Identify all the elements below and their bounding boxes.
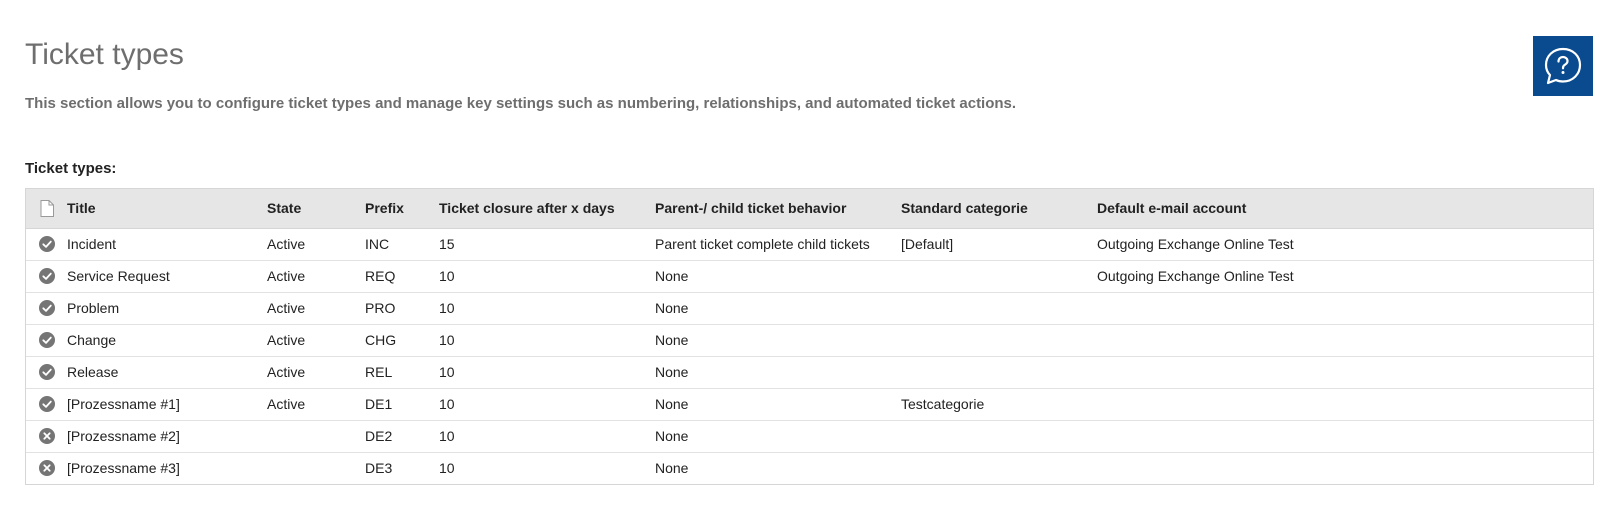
cell-title[interactable]: Release — [67, 364, 119, 380]
cell-parent-child: None — [655, 268, 689, 284]
check-circle-icon — [39, 332, 55, 348]
help-chat-icon — [1543, 46, 1583, 86]
cell-title[interactable]: Service Request — [67, 268, 170, 284]
check-circle-icon — [39, 396, 55, 412]
page-title: Ticket types — [25, 38, 184, 71]
cell-closure: 10 — [439, 332, 455, 348]
cell-email — [1097, 356, 1593, 388]
table-row[interactable] — [26, 324, 1593, 356]
x-circle-icon — [39, 460, 55, 476]
table-header-row — [26, 189, 1593, 228]
page-description: This section allows you to configure ticket types and manage key settings such as numbering, relationships, and automated ticket actions. — [25, 95, 1017, 112]
table-row[interactable] — [26, 356, 1593, 388]
cell-state: Active — [267, 396, 306, 412]
cell-closure: 10 — [439, 428, 455, 444]
table-row[interactable] — [26, 260, 1593, 292]
header-document-icon — [26, 189, 67, 228]
ticket-types-table — [25, 188, 1594, 485]
cell-prefix: REQ — [365, 268, 396, 284]
status-icon-cell — [26, 356, 67, 388]
table-row[interactable] — [26, 228, 1593, 260]
header-parent-child[interactable]: Parent-/ child ticket behavior — [655, 200, 847, 217]
table-row[interactable] — [26, 292, 1593, 324]
cell-title[interactable]: [Prozessname #2] — [67, 428, 180, 444]
help-button[interactable] — [1533, 36, 1593, 96]
cell-state: Active — [267, 236, 306, 252]
cell-email: Outgoing Exchange Online Test — [1097, 268, 1294, 284]
cell-title[interactable]: Incident — [67, 236, 117, 252]
cell-parent-child: None — [655, 364, 689, 380]
check-circle-icon — [39, 236, 55, 252]
cell-prefix: DE1 — [365, 396, 393, 412]
cell-prefix: DE3 — [365, 460, 393, 477]
cell-email — [1097, 420, 1593, 452]
cell-state — [267, 420, 365, 452]
cell-parent-child: None — [655, 300, 689, 316]
cell-category — [901, 356, 1097, 388]
cell-parent-child: None — [655, 332, 689, 348]
cell-closure: 10 — [439, 460, 455, 477]
header-title[interactable]: Title — [67, 200, 96, 217]
cell-parent-child: None — [655, 396, 689, 412]
cell-prefix: DE2 — [365, 428, 393, 444]
cell-category: Testcategorie — [901, 396, 985, 412]
status-icon-cell — [26, 260, 67, 292]
cell-category — [901, 324, 1097, 356]
status-icon-cell — [26, 388, 67, 420]
cell-state: Active — [267, 300, 306, 316]
cell-category — [901, 452, 1097, 484]
check-circle-icon — [39, 268, 55, 284]
section-label: Ticket types: — [25, 160, 117, 177]
table-row[interactable] — [26, 452, 1593, 484]
cell-email — [1097, 452, 1593, 484]
header-prefix[interactable]: Prefix — [365, 200, 404, 217]
cell-prefix: PRO — [365, 300, 396, 316]
cell-category — [901, 420, 1097, 452]
header-category[interactable]: Standard categorie — [901, 200, 1028, 217]
cell-prefix: INC — [365, 236, 390, 252]
cell-parent-child: None — [655, 428, 689, 444]
check-circle-icon — [39, 364, 55, 380]
cell-email — [1097, 388, 1593, 420]
header-state[interactable]: State — [267, 200, 302, 217]
cell-closure: 10 — [439, 268, 455, 284]
cell-closure: 10 — [439, 396, 455, 412]
cell-closure: 10 — [439, 300, 455, 316]
cell-prefix: REL — [365, 364, 393, 380]
status-icon-cell — [26, 292, 67, 324]
cell-parent-child: None — [655, 460, 689, 477]
status-icon-cell — [26, 324, 67, 356]
cell-closure: 10 — [439, 364, 455, 380]
header-email[interactable]: Default e-mail account — [1097, 200, 1247, 217]
cell-email — [1097, 324, 1593, 356]
cell-category — [901, 260, 1097, 292]
status-icon-cell — [26, 420, 67, 452]
cell-state — [267, 452, 365, 484]
cell-state: Active — [267, 268, 306, 284]
cell-prefix: CHG — [365, 332, 397, 348]
cell-email — [1097, 292, 1593, 324]
cell-title[interactable]: Change — [67, 332, 117, 348]
cell-category: [Default] — [901, 236, 954, 252]
cell-parent-child: Parent ticket complete child tickets — [655, 236, 870, 252]
cell-closure: 15 — [439, 236, 455, 252]
header-closure[interactable]: Ticket closure after x days — [439, 200, 615, 217]
status-icon-cell — [26, 452, 67, 484]
cell-state: Active — [267, 364, 306, 380]
status-icon-cell — [26, 228, 67, 260]
cell-state: Active — [267, 332, 306, 348]
table-row[interactable] — [26, 388, 1593, 420]
x-circle-icon — [39, 428, 55, 444]
cell-category — [901, 292, 1097, 324]
cell-title[interactable]: [Prozessname #1] — [67, 396, 180, 412]
cell-title[interactable]: Problem — [67, 300, 120, 316]
table-row[interactable] — [26, 420, 1593, 452]
document-icon — [40, 200, 54, 217]
check-circle-icon — [39, 300, 55, 316]
cell-title[interactable]: [Prozessname #3] — [67, 460, 180, 477]
cell-email: Outgoing Exchange Online Test — [1097, 236, 1294, 252]
